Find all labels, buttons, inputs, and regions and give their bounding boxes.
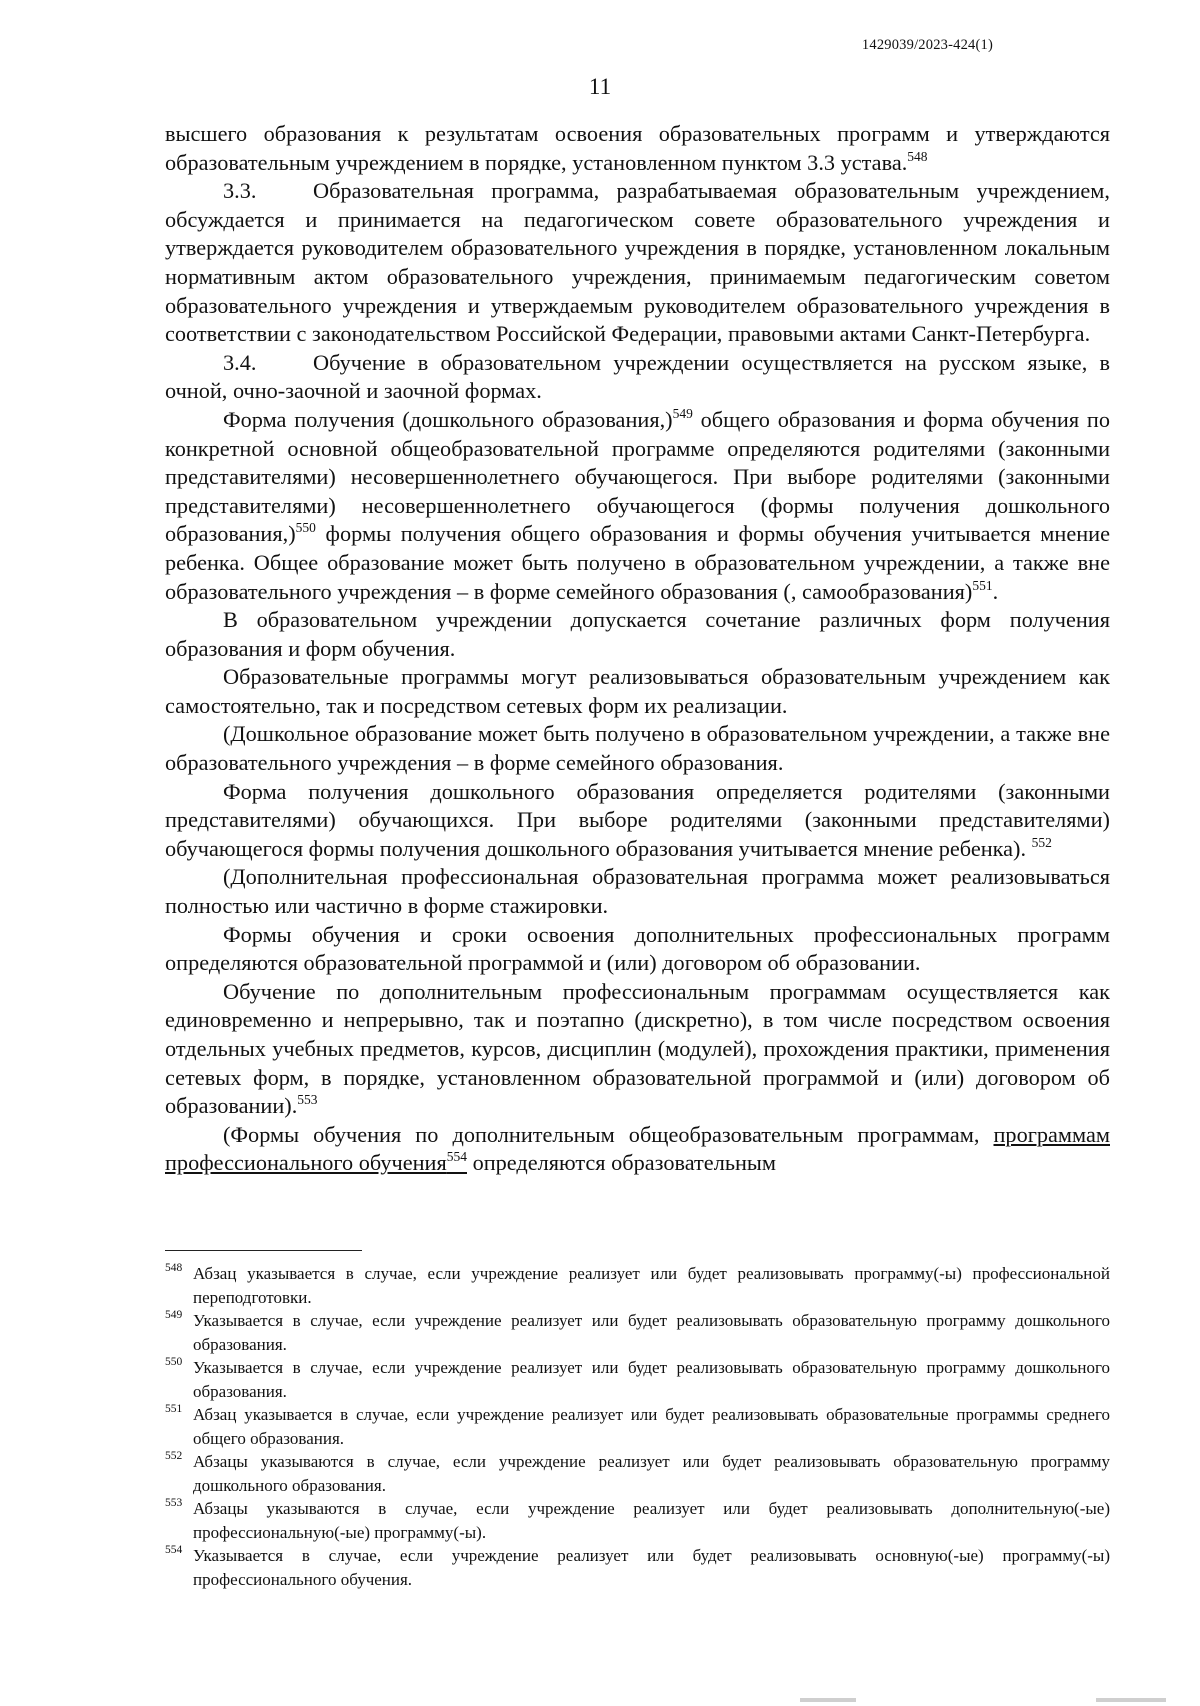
footnote bbox=[165, 1356, 1110, 1403]
paragraph bbox=[165, 1121, 1110, 1178]
footnote bbox=[165, 1309, 1110, 1356]
footnote bbox=[165, 1450, 1110, 1497]
paragraph-3-3 bbox=[165, 177, 1110, 349]
paragraph-text: Обучение по дополнительным профессиональным программам осуществляется как единовременно и непрерывно, так и поэтапно (дискретно), в том числе посредством освоения отдельных учебных предметов, курсов, дисциплин (модулей), прохождения практики, применения сетевых форм, в порядке, установленном образовательной программой и (или) договором об образовании). bbox=[165, 978, 1110, 1119]
footnote-ref: 549 bbox=[672, 405, 693, 421]
footnote-text: Указывается в случае, если учреждение реализует или будет реализовывать образовательную программу дошкольного образования. bbox=[193, 1358, 1110, 1401]
footnote-text: Абзацы указываются в случае, если учреждение реализует или будет реализовывать дополнительную(-ые) профессиональную(-ые) программу(-ы). bbox=[193, 1499, 1110, 1542]
footnote-text: Указывается в случае, если учреждение реализует или будет реализовывать основную(-ые) программу(-ы) профессионального обучения. bbox=[193, 1546, 1110, 1589]
footnote bbox=[165, 1544, 1110, 1591]
footnote-text: Указывается в случае, если учреждение реализует или будет реализовывать образовательную программу дошкольного образования. bbox=[193, 1311, 1110, 1354]
footnote-ref: 550 bbox=[295, 520, 316, 536]
footnote-number: 550 bbox=[165, 1356, 183, 1368]
paragraph-text: Образовательная программа, разрабатываемая образовательным учреждением, обсуждается и принимается на педагогическом совете образовательного учреждения и утверждается руководителем образовательного учреждения в порядке, установленном локальным нормативным актом образовательного учреждения, принимаемым педагогическим советом образовательного учреждения и утверждаемым руководителем образовательного учреждения в соответствии с законодательством Российской Федерации, правовыми актами Санкт-Петербурга. bbox=[165, 178, 1110, 347]
paragraph-text: (Формы обучения по дополнительным общеобразовательным программам, bbox=[223, 1121, 994, 1147]
scan-artifact bbox=[800, 1698, 856, 1702]
footnote-number: 551 bbox=[165, 1403, 183, 1415]
footnote-number: 553 bbox=[165, 1497, 183, 1509]
scan-artifact bbox=[1096, 1698, 1166, 1702]
paragraph-text: Форма получения (дошкольного образования,) bbox=[223, 406, 673, 432]
paragraph bbox=[165, 406, 1110, 606]
footnote-ref: 552 bbox=[1031, 834, 1052, 850]
paragraph bbox=[165, 778, 1110, 864]
paragraph: Образовательные программы могут реализовываться образовательным учреждением как самостоятельно, так и посредством сетевых форм их реализации. bbox=[165, 664, 1110, 718]
footnote-ref: 548 bbox=[907, 148, 928, 164]
paragraph-text: Обучение в образовательном учреждении осуществляется на русском языке, в очной, очно-заочной и заочной формах. bbox=[165, 349, 1110, 404]
footnote-separator bbox=[165, 1250, 362, 1251]
document-body bbox=[165, 120, 1110, 1178]
section-number: 3.3. bbox=[223, 178, 257, 204]
paragraph: Формы обучения и сроки освоения дополнительных профессиональных программ определяются образовательной программой и (или) договором об образовании. bbox=[165, 921, 1110, 976]
section-number: 3.4. bbox=[223, 349, 257, 375]
footnote-number: 548 bbox=[165, 1262, 183, 1274]
paragraph bbox=[165, 120, 1110, 177]
footnote-text: Абзац указывается в случае, если учреждение реализует или будет реализовывать образовательные программы среднего общего образования. bbox=[193, 1405, 1110, 1448]
document-registration-number: 1429039/2023-424(1) bbox=[861, 37, 993, 53]
footnote-ref: 553 bbox=[297, 1092, 318, 1108]
footnote-number: 549 bbox=[165, 1309, 183, 1321]
footnote-number: 552 bbox=[165, 1450, 183, 1462]
page-number: 11 bbox=[588, 74, 612, 99]
paragraph-text: . bbox=[992, 578, 999, 604]
paragraph: (Дошкольное образование может быть получено в образовательном учреждении, а также вне образовательного учреждения – в форме семейного образования. bbox=[165, 721, 1110, 776]
paragraph: В образовательном учреждении допускается сочетание различных форм получения образования и форм обучения. bbox=[165, 607, 1110, 661]
paragraph: (Дополнительная профессиональная образовательная программа может реализовываться полностью или частично в форме стажировки. bbox=[165, 864, 1110, 919]
paragraph-3-4 bbox=[165, 349, 1110, 406]
paragraph bbox=[165, 978, 1110, 1121]
paragraph-text: высшего образования к результатам освоения образовательных программ и утверждаются образовательным учреждением в порядке, установленном пунктом 3.3 устава. bbox=[165, 121, 1110, 175]
footnote-text: Абзац указывается в случае, если учреждение реализует или будет реализовывать программу(-ы) профессиональной переподготовки. bbox=[193, 1264, 1110, 1307]
footnote-text: Абзацы указываются в случае, если учреждение реализует или будет реализовывать образовательную программу дошкольного образования. bbox=[193, 1452, 1110, 1495]
paragraph-text: Форма получения дошкольного образования определяется родителями (законными представителями) обучающихся. При выборе родителями (законными представителями) обучающегося формы получения дошкольного образования учитывается мнение ребенка). bbox=[165, 778, 1110, 861]
footnotes bbox=[165, 1262, 1110, 1591]
paragraph-text: формы получения общего образования и формы обучения учитывается мнение ребенка. Общее образование может быть получено в образовательном учреждении, а также вне образовательного учреждения – в форме семейного образования (, самообразования) bbox=[165, 521, 1110, 604]
footnote bbox=[165, 1497, 1110, 1544]
footnote-ref: 551 bbox=[972, 577, 993, 593]
footnote-ref: 554 bbox=[446, 1149, 467, 1165]
paragraph-text: программам профессионального обучения bbox=[165, 1121, 1110, 1176]
footnote bbox=[165, 1403, 1110, 1450]
footnote bbox=[165, 1262, 1110, 1309]
footnote-number: 554 bbox=[165, 1544, 183, 1556]
paragraph-text: определяются образовательным bbox=[467, 1150, 777, 1176]
paragraph-text: общего образования и форма обучения по конкретной основной общеобразовательной программе определяются родителями (законными представителями) несовершеннолетнего обучающегося. При выборе родителями (законными представителями) несовершеннолетнего обучающегося (формы получения дошкольного образования,) bbox=[165, 406, 1111, 547]
